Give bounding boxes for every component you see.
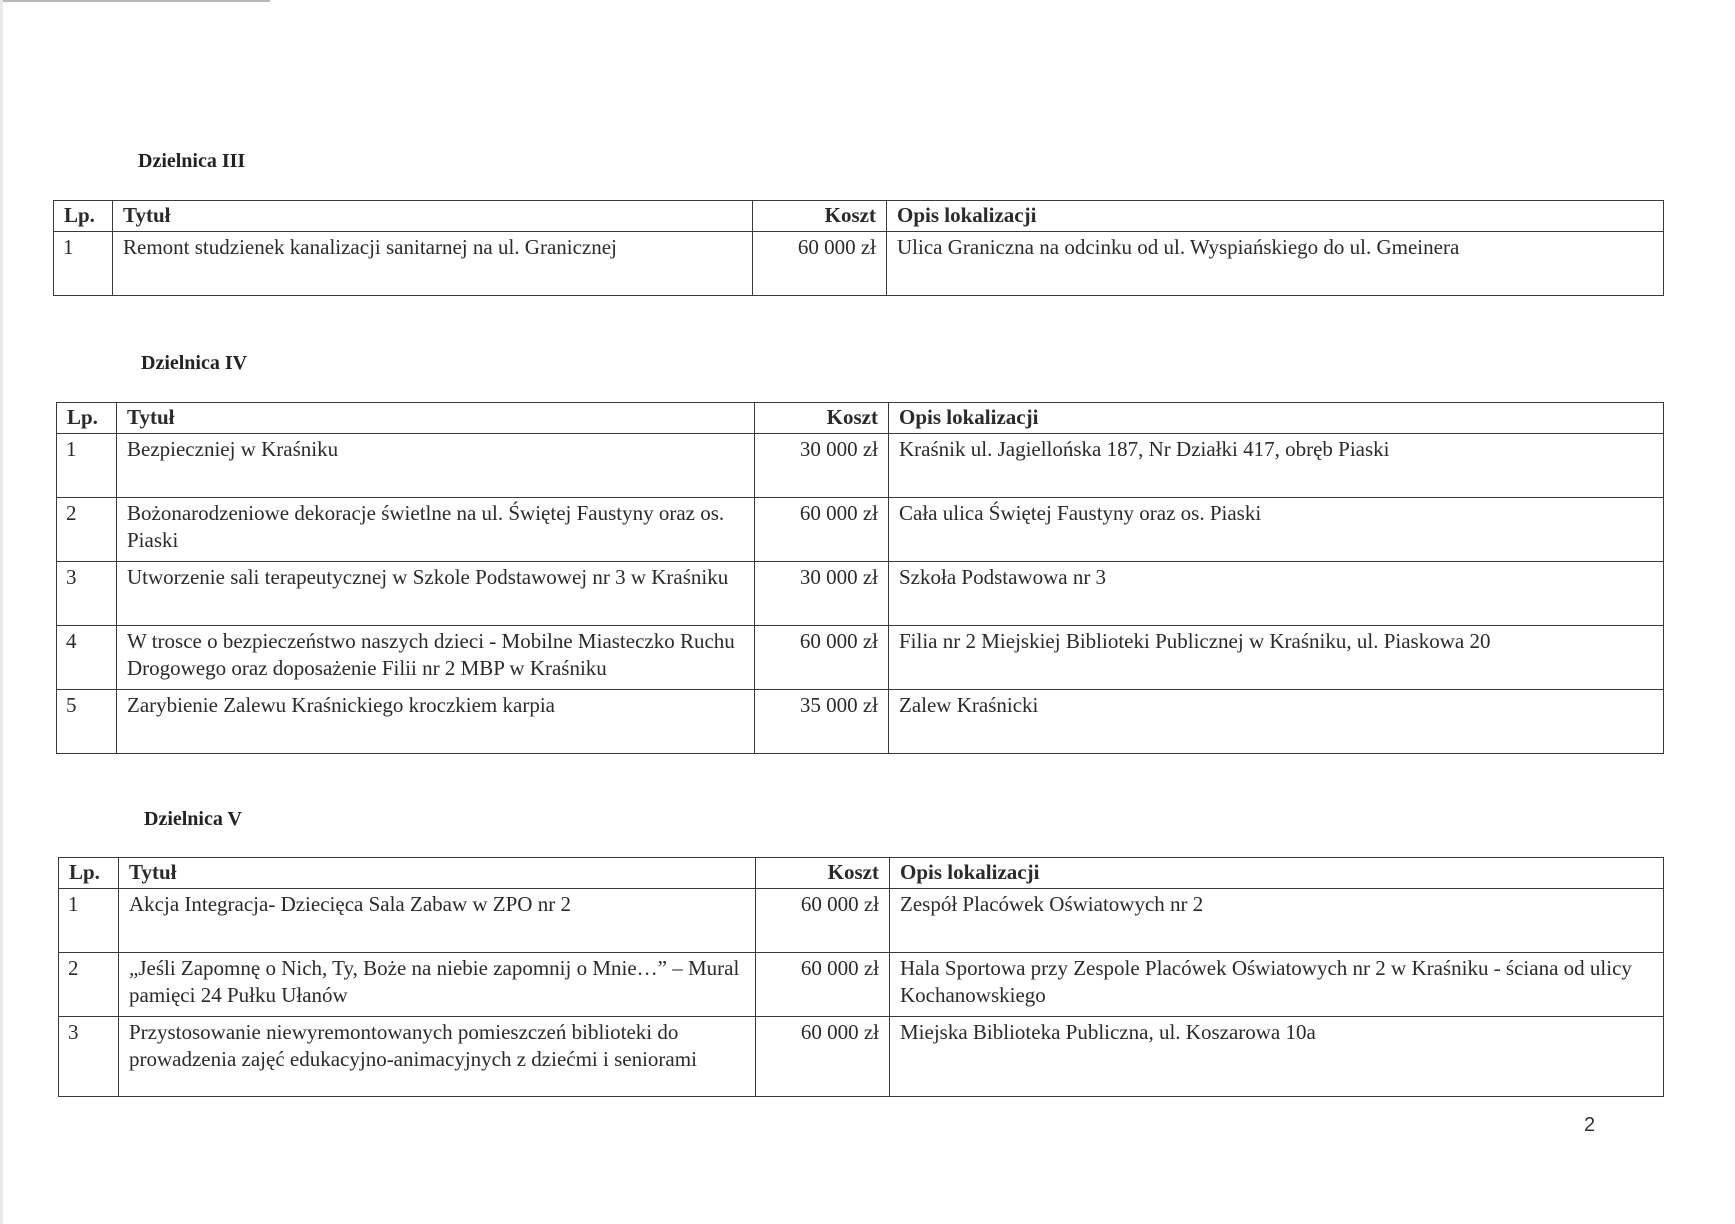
row-cost: 60 000 zł bbox=[756, 889, 890, 953]
row-cost: 35 000 zł bbox=[755, 690, 889, 754]
row-title: W trosce o bezpieczeństwo naszych dzieci - Mobilne Miasteczko Ruchu Drogowego oraz doposażenie Filii nr 2 MBP w Kraśniku bbox=[117, 626, 755, 690]
table-row bbox=[57, 690, 1664, 754]
row-title: Przystosowanie niewyremontowanych pomieszczeń biblioteki do prowadzenia zajęć edukacyjno-animacyjnych z dziećmi i seniorami bbox=[119, 1017, 756, 1097]
table-row bbox=[59, 889, 1664, 953]
row-location: Szkoła Podstawowa nr 3 bbox=[889, 562, 1664, 626]
table-row bbox=[54, 232, 1664, 296]
table-row bbox=[57, 434, 1664, 498]
row-cost: 60 000 zł bbox=[753, 232, 887, 296]
header-location: Opis lokalizacji bbox=[889, 403, 1664, 434]
page-number: 2 bbox=[1584, 1114, 1596, 1136]
table-header-row bbox=[54, 201, 1664, 232]
scan-artifact-line bbox=[0, 0, 270, 2]
header-title: Tytuł bbox=[117, 403, 755, 434]
projects-table bbox=[56, 402, 1664, 754]
row-cost: 60 000 zł bbox=[756, 953, 890, 1017]
section-heading: Dzielnica V bbox=[144, 808, 242, 830]
header-location: Opis lokalizacji bbox=[890, 858, 1664, 889]
row-title: Akcja Integracja- Dziecięca Sala Zabaw w ZPO nr 2 bbox=[119, 889, 756, 953]
row-location: Hala Sportowa przy Zespole Placówek Oświatowych nr 2 w Kraśniku - ściana od ulicy Kochanowskiego bbox=[890, 953, 1664, 1017]
row-cost: 60 000 zł bbox=[755, 626, 889, 690]
header-location: Opis lokalizacji bbox=[887, 201, 1664, 232]
row-title: Zarybienie Zalewu Kraśnickiego kroczkiem karpia bbox=[117, 690, 755, 754]
table-row bbox=[57, 626, 1664, 690]
table-header-row bbox=[57, 403, 1664, 434]
row-cost: 30 000 zł bbox=[755, 562, 889, 626]
row-cost: 60 000 zł bbox=[755, 498, 889, 562]
row-title: Remont studzienek kanalizacji sanitarnej na ul. Granicznej bbox=[113, 232, 753, 296]
table-row bbox=[57, 498, 1664, 562]
header-lp: Lp. bbox=[59, 858, 119, 889]
table-header-row bbox=[59, 858, 1664, 889]
scan-artifact-edge bbox=[0, 0, 3, 1224]
table-row bbox=[57, 562, 1664, 626]
header-title: Tytuł bbox=[119, 858, 756, 889]
row-cost: 30 000 zł bbox=[755, 434, 889, 498]
row-cost: 60 000 zł bbox=[756, 1017, 890, 1097]
row-lp: 1 bbox=[54, 232, 113, 296]
row-lp: 2 bbox=[57, 498, 117, 562]
row-lp: 3 bbox=[59, 1017, 119, 1097]
row-title: „Jeśli Zapomnę o Nich, Ty, Boże na niebie zapomnij o Mnie…” – Mural pamięci 24 Pułku Ułanów bbox=[119, 953, 756, 1017]
row-lp: 2 bbox=[59, 953, 119, 1017]
table-row bbox=[59, 1017, 1664, 1097]
row-location: Filia nr 2 Miejskiej Biblioteki Publicznej w Kraśniku, ul. Piaskowa 20 bbox=[889, 626, 1664, 690]
row-lp: 4 bbox=[57, 626, 117, 690]
row-lp: 5 bbox=[57, 690, 117, 754]
row-location: Kraśnik ul. Jagiellońska 187, Nr Działki 417, obręb Piaski bbox=[889, 434, 1664, 498]
section-heading: Dzielnica III bbox=[138, 150, 246, 172]
header-lp: Lp. bbox=[54, 201, 113, 232]
row-location: Ulica Graniczna na odcinku od ul. Wyspiańskiego do ul. Gmeinera bbox=[887, 232, 1664, 296]
section-heading: Dzielnica IV bbox=[141, 352, 248, 374]
row-lp: 1 bbox=[59, 889, 119, 953]
header-cost: Koszt bbox=[756, 858, 890, 889]
row-location: Zalew Kraśnicki bbox=[889, 690, 1664, 754]
row-lp: 1 bbox=[57, 434, 117, 498]
row-location: Zespół Placówek Oświatowych nr 2 bbox=[890, 889, 1664, 953]
row-lp: 3 bbox=[57, 562, 117, 626]
header-lp: Lp. bbox=[57, 403, 117, 434]
row-title: Bezpieczniej w Kraśniku bbox=[117, 434, 755, 498]
row-location: Miejska Biblioteka Publiczna, ul. Koszarowa 10a bbox=[890, 1017, 1664, 1097]
header-title: Tytuł bbox=[113, 201, 753, 232]
row-location: Cała ulica Świętej Faustyny oraz os. Piaski bbox=[889, 498, 1664, 562]
header-cost: Koszt bbox=[755, 403, 889, 434]
projects-table bbox=[53, 200, 1664, 296]
table-row bbox=[59, 953, 1664, 1017]
header-cost: Koszt bbox=[753, 201, 887, 232]
row-title: Bożonarodzeniowe dekoracje świetlne na ul. Świętej Faustyny oraz os. Piaski bbox=[117, 498, 755, 562]
projects-table bbox=[58, 857, 1664, 1097]
row-title: Utworzenie sali terapeutycznej w Szkole Podstawowej nr 3 w Kraśniku bbox=[117, 562, 755, 626]
